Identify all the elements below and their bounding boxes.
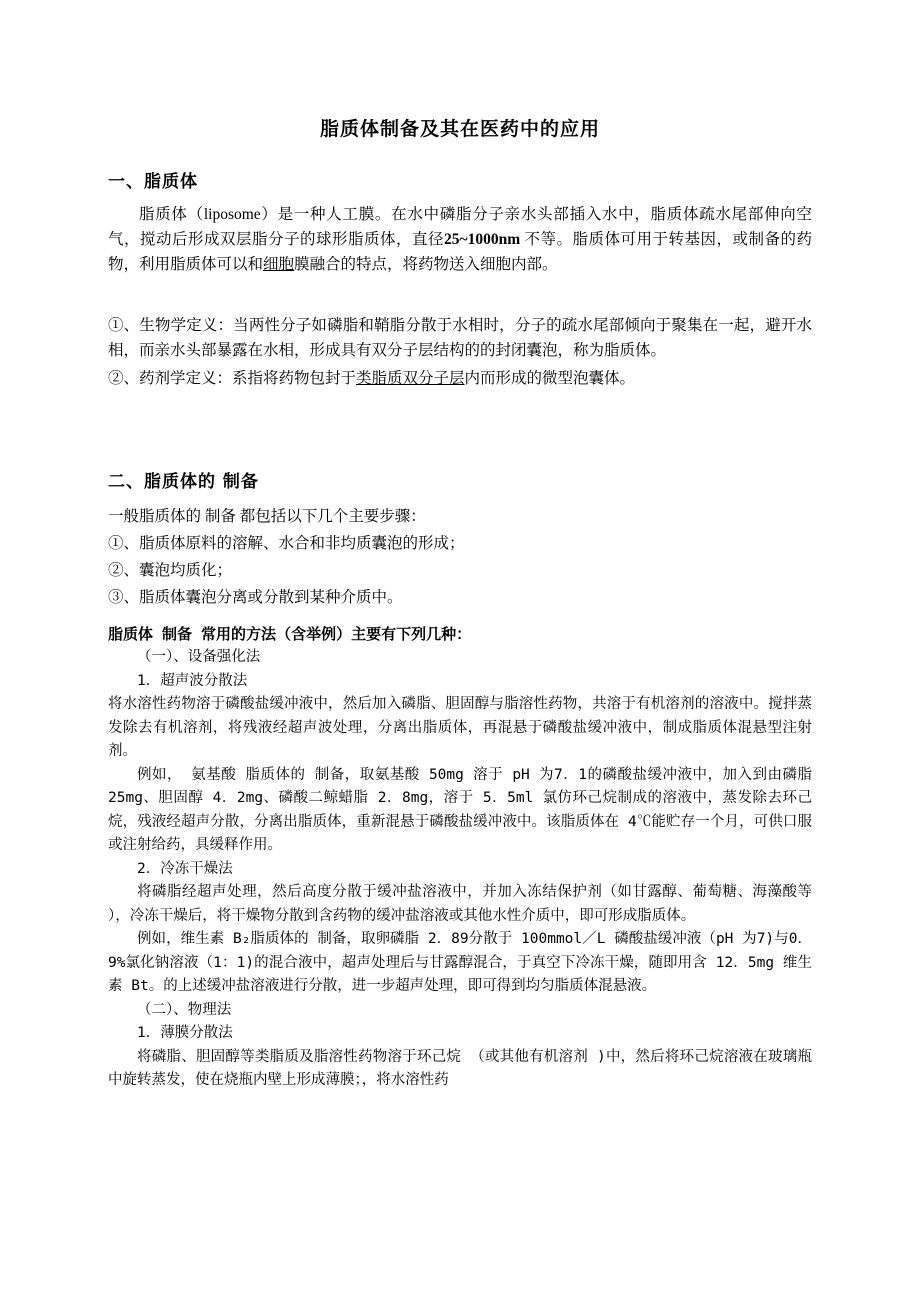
intro-text-1: 脂质体（liposome）是一种人工膜。在水中磷脂分子亲水头部插入水中，脂质体疏水尾部伸向空气，搅动后形成双层脂分子的球形脂质体，直径 — [108, 206, 812, 249]
intro-diameter-value: 25~1000nm — [444, 231, 521, 249]
intro-text-3: 膜融合的特点，将药物送入细胞内部。 — [294, 256, 558, 274]
method-group-2-title: （二）、物理法 — [137, 1001, 232, 1018]
page-title: 脂质体制备及其在医药中的应用 — [319, 118, 600, 140]
method-2-1-name: 1．薄膜分散法 — [137, 1025, 233, 1042]
section-heading-1: 一、脂质体 — [108, 172, 198, 192]
definition-pharmacy-a: ②、药剂学定义：系指将药物包封于 — [108, 369, 357, 387]
method-1-1-body: 将水溶性药物溶于磷酸盐缓冲液中，然后加入磷脂、胆固醇与脂溶性药物，共溶于有机溶剂的溶液中。搅拌蒸发除去有机溶剂，将残液经超声波处理，分离出脂质体，再混悬于磷酸盐缓冲液中，制成脂质体混悬型注射剂。 — [108, 696, 812, 760]
method-1-1-example: 例如， 氨基酸 脂质体的 制备，取氨基酸 50mg 溶于 pH 为7．1的磷酸盐缓冲液中，加入到由磷脂 25mg、胆固醇 4．2mg、磷酸二鲸蜡脂 2．8mg，溶于 5．5ml 氯仿环己烷制成的溶液中，蒸发除去环己烷，残液经超声分散，分离出脂质体，重新混悬于磷酸盐缓冲液中。该脂质体在 4℃能贮存一个月，可供口服或注射给药，具缓释作用。 — [108, 766, 812, 854]
spacer-2 — [108, 393, 812, 427]
spacer-3 — [108, 612, 812, 622]
method-group-1-title: （一）、设备强化法 — [137, 649, 261, 666]
spacer-1 — [108, 279, 812, 313]
paragraph-intro — [108, 202, 812, 277]
methods-heading: 脂质体 制备 常用的方法（含举例）主要有下列几种： — [108, 625, 472, 644]
intro-link-cell[interactable]: 细胞 — [263, 256, 295, 274]
section-heading-2: 二、脂质体的 制备 — [108, 471, 259, 492]
method-1-2-example: 例如，维生素 B₂脂质体的 制备，取卵磷脂 2．89分散于 100mmol／L 磷酸盐缓冲液（pH 为7)与0．9%氯化钠溶液（1：1)的混合液中，超声处理后与甘露醇混合，于真空下冷冻干燥，随即用含 12．5mg 维生素 Bt。的上述缓冲盐溶液进行分散，进一步超声处理，即可得到均匀脂质体混悬液。 — [108, 931, 812, 995]
preparation-step-2: ②、囊泡均质化； — [108, 561, 233, 579]
definition-pharmacy — [108, 366, 812, 391]
method-1-1-name: 1．超声波分散法 — [137, 672, 248, 689]
preparation-step-1: ①、脂质体原料的溶解、水合和非均质囊泡的形成； — [108, 534, 465, 552]
method-1-2-body: 将磷脂经超声处理，然后高度分散于缓冲盐溶液中，并加入冻结保护剂（如甘露醇、葡萄糖、海藻酸等 ），冷冻干燥后，将干燥物分散到含药物的缓冲盐溶液或其他水性介质中，即可形成脂质体。 — [108, 884, 812, 924]
method-2-1-body: 将磷脂、胆固醇等类脂质及脂溶性药物溶于环己烷 （或其他有机溶剂 )中，然后将环己烷溶液在玻璃瓶中旋转蒸发，使在烧瓶内壁上形成薄膜；，将水溶性药 — [108, 1048, 812, 1089]
preparation-step-3: ③、脂质体囊泡分离或分散到某种介质中。 — [108, 588, 403, 606]
intro-text-2: 不等。脂质体可用于转基因，或制备的药物，利用脂质体可以和 — [108, 231, 812, 274]
definition-biology: ①、生物学定义：当两性分子如磷脂和鞘脂分散于水相时，分子的疏水尾部倾向于聚集在一起，避开水相，而亲水头部暴露在水相，形成具有双分子层结构的的封闭囊泡，称为脂质体。 — [108, 317, 812, 360]
definition-pharmacy-underlined: 类脂质双分子层 — [356, 369, 465, 387]
preparation-lead: 一般脂质体的 制备 都包括以下几个主要步骤： — [108, 507, 426, 525]
method-1-2-name: 2．冷冻干燥法 — [137, 860, 233, 877]
definition-pharmacy-b: 内而形成的微型泡囊体。 — [464, 369, 636, 387]
